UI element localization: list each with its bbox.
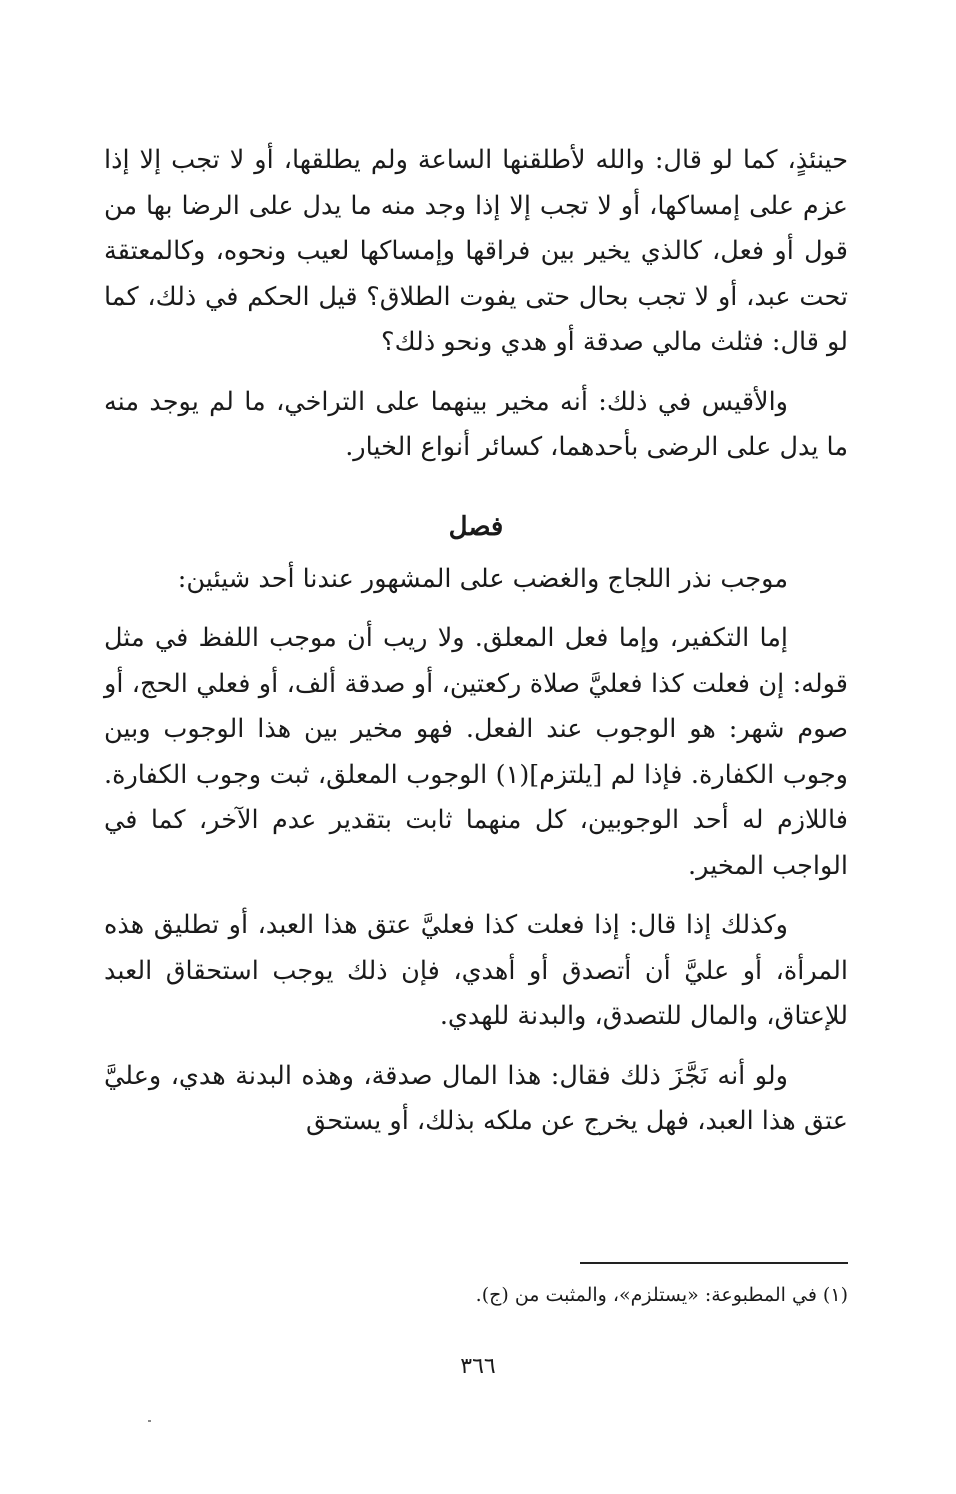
- page-body: [104, 138, 848, 1159]
- section-paragraph-4: ولو أنه نَجَّزَ ذلك فقال: هذا المال صدقة، وهذه البدنة هدي، وعليَّ عتق هذا العبد، فهل يخرج عن ملكه بذلك، أو يستحق: [104, 1060, 848, 1136]
- page-number: ٣٦٦: [460, 1354, 496, 1379]
- paragraph-2: والأقيس في ذلك: أنه مخير بينهما على التراخي، ما لم يوجد منه ما يدل على الرضى بأحدهما، كسائر أنواع الخيار.: [104, 386, 848, 462]
- paragraph-1: حينئذٍ، كما لو قال: والله لأطلقنها الساعة ولم يطلقها، أو لا تجب إلا إذا عزم على إمساكها، أو لا تجب إلا إذا وجد منه ما يدل على الرضا بها من قول أو فعل، كالذي يخير بين فراقها وإمساكها لعيب ونحوه، وكالمعتقة تحت عبد، أو لا تجب بحال حتى يفوت الطلاق؟ قيل الحكم في ذلك، كما لو قال: فثلث مالي صدقة أو هدي ونحو ذلك؟: [104, 145, 848, 357]
- section-title: فصل: [448, 511, 504, 542]
- section-paragraph-2: إما التكفير، وإما فعل المعلق. ولا ريب أن موجب اللفظ في مثل قوله: إن فعلت كذا فعليَّ صلاة ركعتين، أو صدقة ألف، أو فعلي الحج، أو صوم شهر: هو الوجوب عند الفعل. فهو مخير بين هذا الوجوب وبين وجوب الكفارة. فإذا لم [يلتزم](١) الوجوب المعلق، ثبت وجوب الكفارة. فاللازم له أحد الوجوبين، كل منهما ثابت بتقدير عدم الآخر، كما في الواجب المخير.: [104, 623, 848, 881]
- scan-speck: [148, 1420, 151, 1422]
- section-paragraph-3: وكذلك إذا قال: إذا فعلت كذا فعليَّ عتق هذا العبد، أو تطليق هذه المرأة، أو عليَّ أن أتصدق أو أهدي، فإن ذلك يوجب استحقاق العبد للإعتاق، والمال للتصدق، والبدنة للهدي.: [104, 910, 848, 1031]
- footnote: (١) في المطبوعة: «يستلزم»، والمثبت من (ج).: [475, 1284, 848, 1306]
- footnote-divider: [580, 1262, 848, 1264]
- section-paragraph-1: موجب نذر اللجاج والغضب على المشهور عندنا أحد شيئين:: [177, 563, 788, 594]
